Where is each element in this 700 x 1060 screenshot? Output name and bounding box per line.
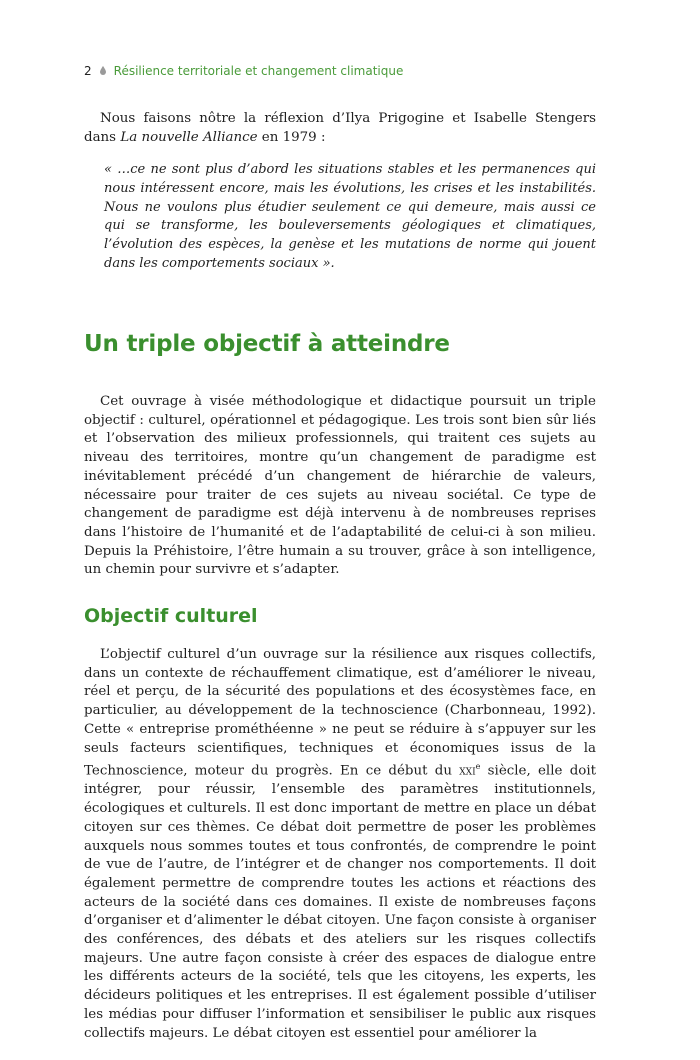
- intro-text-before: Nous faisons nôtre la réflexion d’Ilya Prigogine et Isabelle Stengers dans: [84, 111, 596, 145]
- book-title: La nouvelle Alliance: [120, 129, 258, 145]
- running-header: [84, 64, 403, 78]
- quote-block: [84, 161, 596, 274]
- drop-icon: [100, 64, 106, 78]
- intro-block: [84, 110, 596, 147]
- quote-text: « …ce ne sont plus d’abord les situations stables et les permanences qui nous intéressent encore, mais les évolutions, les crises et les instabilités. Nous ne voulons plus étudier seulement ce qui demeure, mais aussi ce qui se transforme, les bouleversements géologiques et climatiques, l’évolution des espèces, la genèse et les mutations de norme qui jouent dans les comportements sociaux ».: [104, 162, 596, 271]
- subsection-text-before: L’objectif culturel d’un ouvrage sur la résilience aux risques collectifs, dans un contexte de réchauffement climatique, est d’améliorer le niveau, réel et perçu, de la sécurité des populations et des écosystèmes face, en particulier, au développement de la technoscience (Charbonneau, 1992). Cette « entreprise prométhéenne » ne peut se réduire à s’appuyer sur les seuls facteurs scientifiques, techniques et économiques issus de la Technoscience, moteur du progrès. En ce début du: [84, 647, 596, 779]
- subsection-text-after: siècle, elle doit intégrer, pour réussir, l’ensemble des paramètres institutionnels, écologiques et culturels. Il est donc important de mettre en place un débat citoyen sur ces thèmes. Ce débat doit permettre de poser les problèmes auxquels nous sommes toutes et tous confrontés, de comprendre le point de vue de l’autre, de l’intégrer et de changer nos comportements. Il doit également permettre de comprendre toutes les actions et réactions des acteurs de la société dans ces domaines. Il existe de nombreuses façons d’organiser et d’alimenter le débat citoyen. Une façon consiste à organiser des conférences, des débats et des ateliers sur les risques collectifs majeurs. Une autre façon consiste à créer des espaces de dialogue entre les différents acteurs de la société, tels que les citoyens, les experts, les décideurs politiques et les entreprises. Il est également possible d’utiliser les médias pour diffuser l’information et sensibiliser le public aux risques collectifs majeurs. Le débat citoyen est essentiel pour améliorer la: [84, 763, 596, 1041]
- intro-text-after: en 1979 :: [257, 129, 326, 145]
- intro-paragraph: [84, 110, 596, 147]
- century-suffix: e: [475, 762, 481, 772]
- section-body: [84, 393, 596, 580]
- subsection-body: [84, 646, 596, 1043]
- running-title: Résilience territoriale et changement climatique: [113, 64, 404, 78]
- section-heading-block: [84, 331, 596, 357]
- subsection-heading-block: [84, 605, 596, 627]
- subsection-title: Objectif culturel: [84, 605, 258, 627]
- section-paragraph: Cet ouvrage à visée méthodologique et didactique poursuit un triple objectif : culturel, opérationnel et pédagogique. Les trois sont bien sûr liés et l’observation des milieux professionnels, qui traitent ces sujets au niveau des territoires, montre qu’un changement de paradigme est inévitablement précédé d’un changement de hiérarchie de valeurs, nécessaire pour traiter de ces sujets au niveau sociétal. Ce type de changement de paradigme est déjà intervenu à de nombreuses reprises dans l’histoire de l’humanité et de l’adaptabilité de celui-ci à son milieu. Depuis la Préhistoire, l’être humain a su trouver, grâce à son intelligence, un chemin pour survivre et s’adapter.: [84, 394, 596, 578]
- subsection-paragraph: [84, 646, 596, 1043]
- century-numeral: xxi: [459, 763, 476, 779]
- section-title: Un triple objectif à atteindre: [84, 331, 450, 357]
- page-number: 2: [84, 64, 92, 78]
